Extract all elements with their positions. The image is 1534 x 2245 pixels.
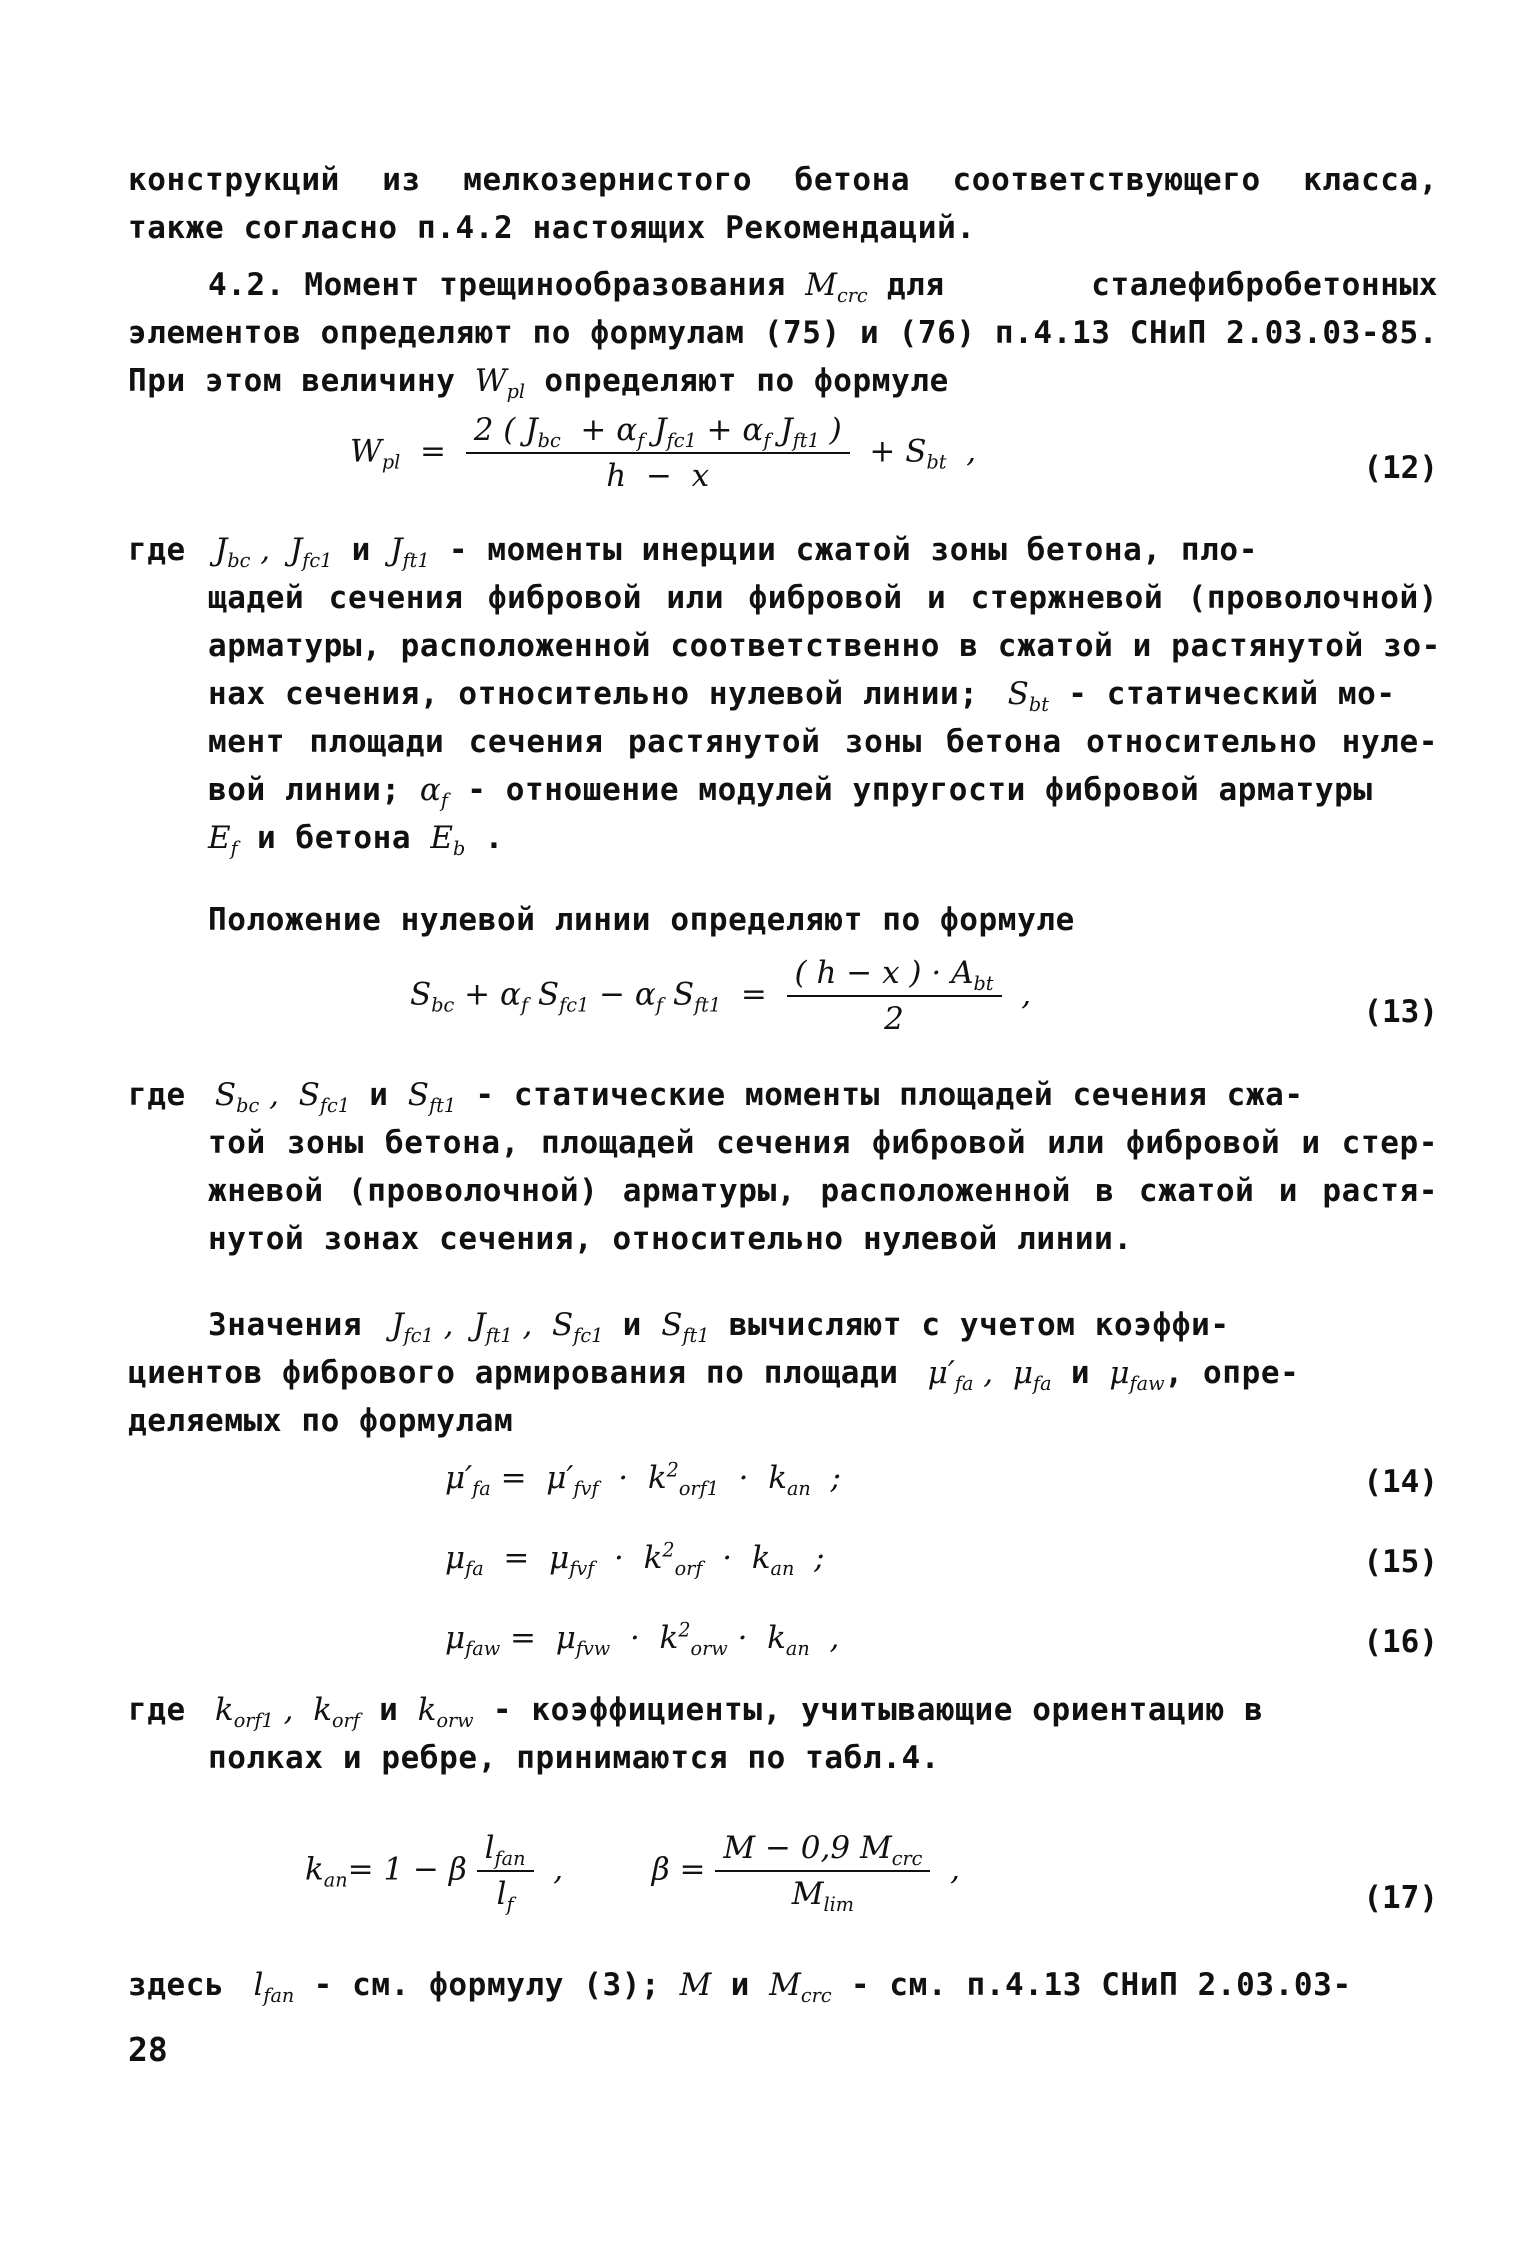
- equation-16: $\mu_{faw} = \mu_{fvw} \cdot k^2_{orw} \cdot k_{an}$ ,: [445, 1618, 840, 1661]
- where2-line-1: где $S_{bc}$ , $S_{fc1}$ и $S_{ft1}$ - статические моменты площадей сечения сжа-: [128, 1077, 1304, 1118]
- equation-15: $\mu_{fa} = \mu_{fvf} \cdot k^2_{orf} \cdot k_{an}$ ;: [445, 1538, 825, 1581]
- equation-number-13: (13): [1363, 994, 1438, 1030]
- where-line-3: арматуры, расположенной соответственно в сжатой и растянутой зо-: [208, 628, 1441, 664]
- values-line-3: деляемых по формулам: [128, 1403, 514, 1439]
- where-line-7: $E_f$ и бетона $E_b$ .: [208, 820, 504, 861]
- equation-number-14: (14): [1363, 1464, 1438, 1500]
- text-line-3: 4.2. Момент трещинообразования $M_{crc}$ для сталефибробетонных: [208, 267, 1438, 308]
- equation-number-16: (16): [1363, 1624, 1438, 1660]
- text-line-4: элементов определяют по формулам (75) и (76) п.4.13 СНиП 2.03.03-85.: [128, 315, 1438, 351]
- last-line: здесь $l_{fan}$ - см. формулу (3); M и $M_{crc}$ - см. п.4.13 СНиП 2.03.03-: [128, 1967, 1352, 2008]
- equation-number-12: (12): [1363, 450, 1438, 486]
- where2-line-4: нутой зонах сечения, относительно нулевой линии.: [208, 1221, 1133, 1257]
- section-heading: 4.2. Момент трещинообразования: [208, 267, 786, 303]
- values-line-1: Значения $J_{fc1}$ , $J_{ft1}$ , $S_{fc1}$ и $S_{ft1}$ вычисляют с учетом коэффи-: [208, 1307, 1230, 1348]
- where-line-4: нах сечения, относительно нулевой линии; $S_{bt}$ - статический мо-: [208, 676, 1396, 717]
- equation-number-15: (15): [1363, 1544, 1438, 1580]
- equation-17: $k_{an}= 1 - \beta$ $\frac{l_{fan}}{l_f}$ , β = $\frac{M - 0,9 M_{crc}}{M_{lim}}$ ,: [305, 1830, 960, 1917]
- where3-line-1: где $k_{orf1}$ , $k_{orf}$ и $k_{orw}$ - коэффициенты, учитывающие ориентацию в: [128, 1692, 1264, 1733]
- where2-line-3: жневой (проволочной) арматуры, расположенной в сжатой и растя-: [208, 1173, 1438, 1209]
- equation-13: $S_{bc} + \alpha_f$ $S_{fc1} - \alpha_f$ $S_{ft1}$ = $\frac{( h - x ) \cdot A_{bt}}{2}$ ,: [410, 955, 1032, 1037]
- equation-number-17: (17): [1363, 1880, 1438, 1916]
- where3-line-2: полках и ребре, принимаются по табл.4.: [208, 1740, 941, 1776]
- where2-line-2: той зоны бетона, площадей сечения фибровой или фибровой и стер-: [208, 1125, 1438, 1161]
- page-number: 28: [128, 2030, 168, 2069]
- where-line-6: вой линии; $\alpha_f$ - отношение модулей упругости фибровой арматуры: [208, 772, 1373, 813]
- equation-12: $W_{pl}$ = $\frac{2 ( J_{bc} + \alpha_f J_{fc1} + \alpha_f J_{ft1} )}{h - x}$ + $S_{bt}$ ,: [350, 412, 977, 494]
- values-line-2: циентов фибрового армирования по площади $\mu'_{fa}$ , $\mu_{fa}$ и $\mu_{faw}$, опре-: [128, 1355, 1300, 1396]
- equation-14: $\mu'_{fa} = \mu'_{fvf} \cdot k^2_{orf1} \cdot k_{an}$ ;: [445, 1458, 841, 1501]
- text-line-1: конструкций из мелкозернистого бетона соответствующего класса,: [128, 162, 1438, 198]
- where-line-2: щадей сечения фибровой или фибровой и стержневой (проволочной): [208, 580, 1438, 616]
- neutral-line-text: Положение нулевой линии определяют по формуле: [208, 902, 1075, 938]
- where-line-1: где $J_{bc}$ , $J_{fc1}$ и $J_{ft1}$ - моменты инерции сжатой зоны бетона, пло-: [128, 532, 1258, 573]
- text-line-5: При этом величину $W_{pl}$ определяют по формуле: [128, 363, 949, 404]
- where-line-5: мент площади сечения растянутой зоны бетона относительно нуле-: [208, 724, 1438, 760]
- text-line-2: также согласно п.4.2 настоящих Рекомендаций.: [128, 210, 976, 246]
